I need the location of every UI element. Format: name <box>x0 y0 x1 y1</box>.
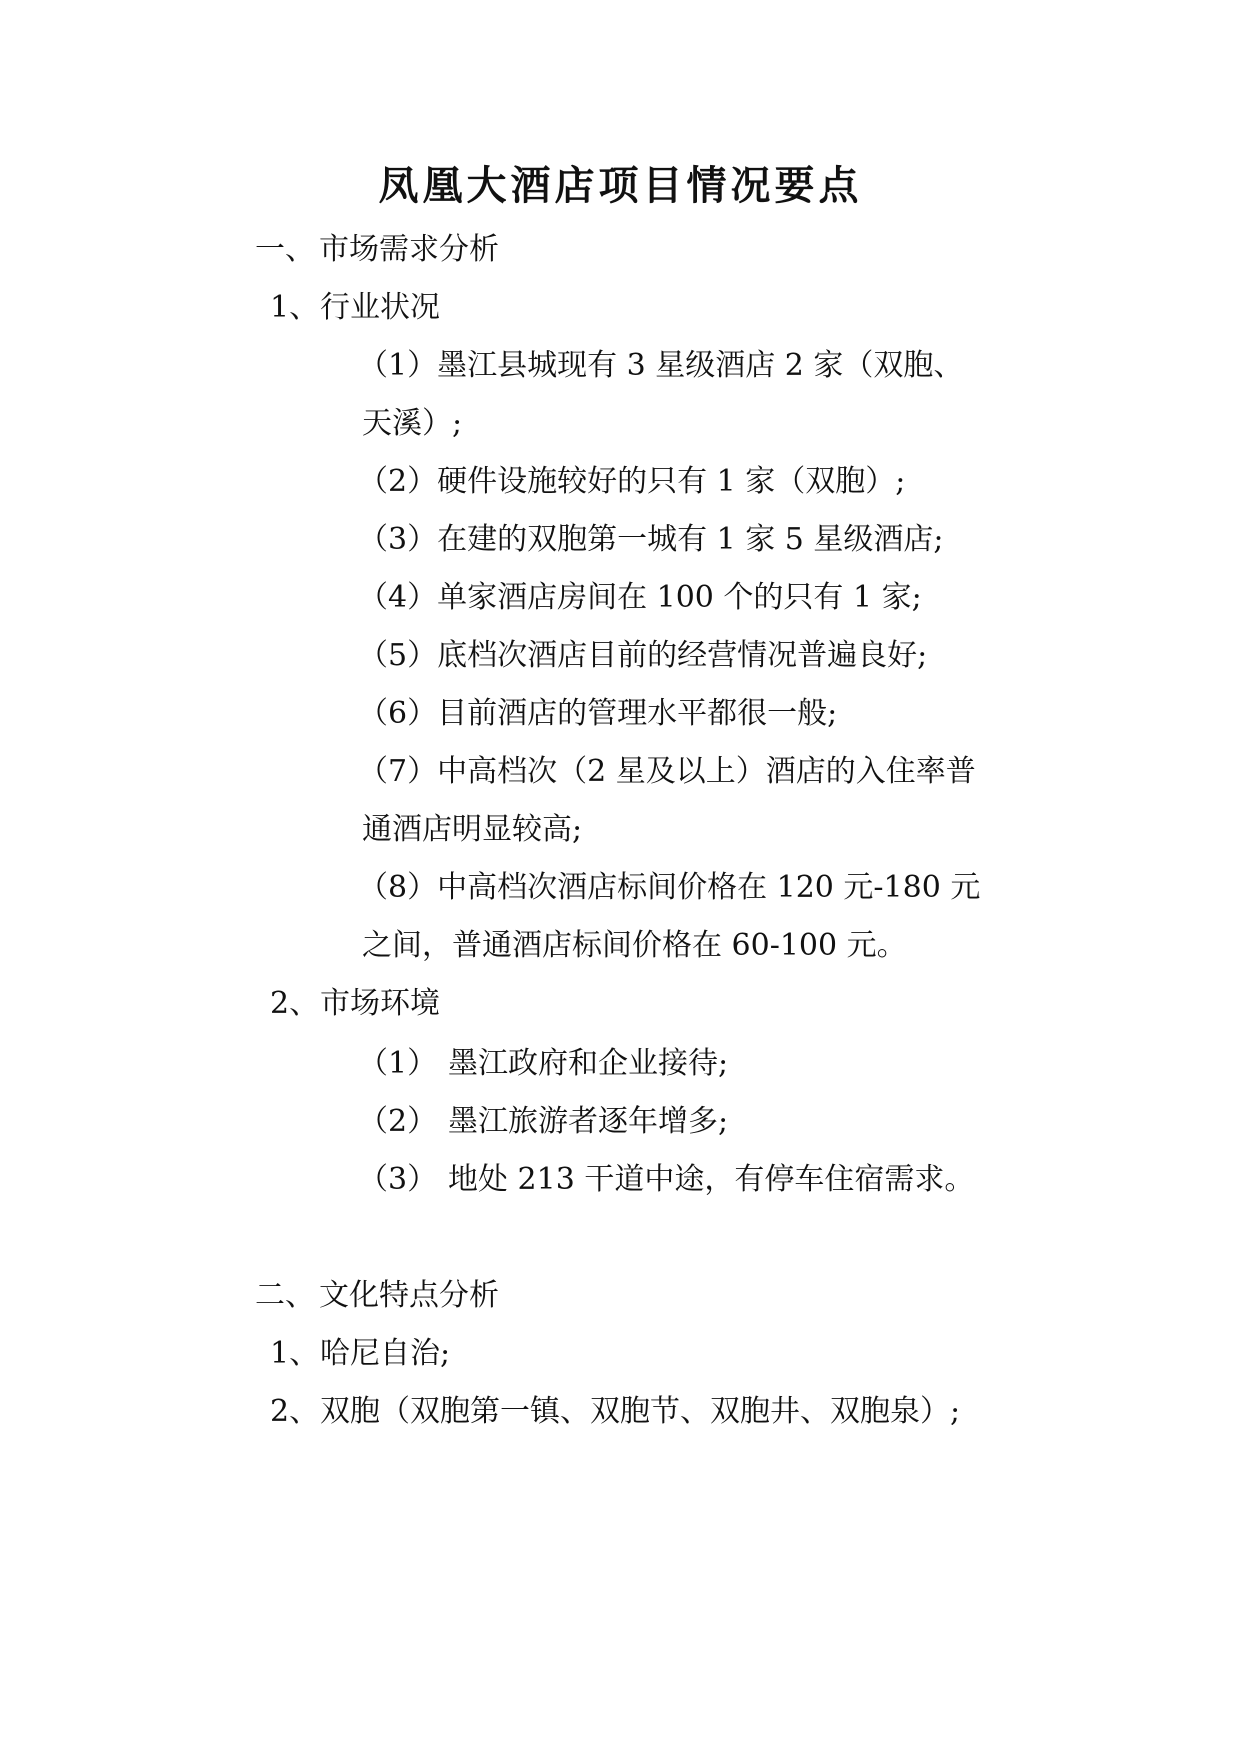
list-item: （5）底档次酒店目前的经营情况普遍良好; <box>358 638 928 673</box>
list-item-number: （1） <box>358 1046 438 1081</box>
section-title: 市场需求分析 <box>319 232 499 267</box>
list-item-number: 2、 <box>270 1394 320 1429</box>
list-item: （6）目前酒店的管理水平都很一般; <box>358 696 838 731</box>
list-item-number: （3） <box>358 1162 438 1197</box>
list-item <box>358 1102 728 1142</box>
subsection-heading-2 <box>270 984 440 1024</box>
list-item <box>270 1334 450 1374</box>
list-item-continuation: 天溪）; <box>362 406 463 441</box>
subsection-number: 1、 <box>270 290 320 325</box>
subsection-heading-1 <box>270 288 440 328</box>
list-item <box>358 1160 974 1200</box>
section-heading-2 <box>255 1276 499 1316</box>
list-item-text: 双胞（双胞第一镇、双胞节、双胞井、双胞泉）; <box>320 1394 961 1429</box>
list-item-text: 墨江旅游者逐年增多; <box>448 1104 729 1139</box>
list-item-text: 地处 213 干道中途，有停车住宿需求。 <box>448 1162 975 1197</box>
section-number: 二、 <box>255 1278 315 1313</box>
list-item-continuation: 之间，普通酒店标间价格在 60-100 元。 <box>362 928 907 963</box>
list-item-number: 1、 <box>270 1336 320 1371</box>
list-item-number: （2） <box>358 1104 438 1139</box>
list-item: （2）硬件设施较好的只有 1 家（双胞）; <box>358 464 906 499</box>
list-item-continuation: 通酒店明显较高; <box>362 812 583 847</box>
list-item: （8）中高档次酒店标间价格在 120 元-180 元 <box>358 870 981 905</box>
list-item: （4）单家酒店房间在 100 个的只有 1 家; <box>358 580 922 615</box>
subsection-number: 2、 <box>270 986 320 1021</box>
list-item <box>270 1392 960 1432</box>
list-item-text: 哈尼自治; <box>320 1336 451 1371</box>
list-item: （7）中高档次（2 星及以上）酒店的入住率普 <box>358 754 976 789</box>
list-item: （1）墨江县城现有 3 星级酒店 2 家（双胞、 <box>358 348 964 383</box>
section-number: 一、 <box>255 232 315 267</box>
subsection-title: 市场环境 <box>320 986 440 1021</box>
section-heading-1 <box>255 230 499 270</box>
list-item: （3）在建的双胞第一城有 1 家 5 星级酒店; <box>358 522 944 557</box>
section-title: 文化特点分析 <box>319 1278 499 1313</box>
document-title: 凤凰大酒店项目情况要点 <box>378 163 863 209</box>
subsection-title: 行业状况 <box>320 290 440 325</box>
list-item <box>358 1044 728 1084</box>
list-item-text: 墨江政府和企业接待; <box>448 1046 729 1081</box>
